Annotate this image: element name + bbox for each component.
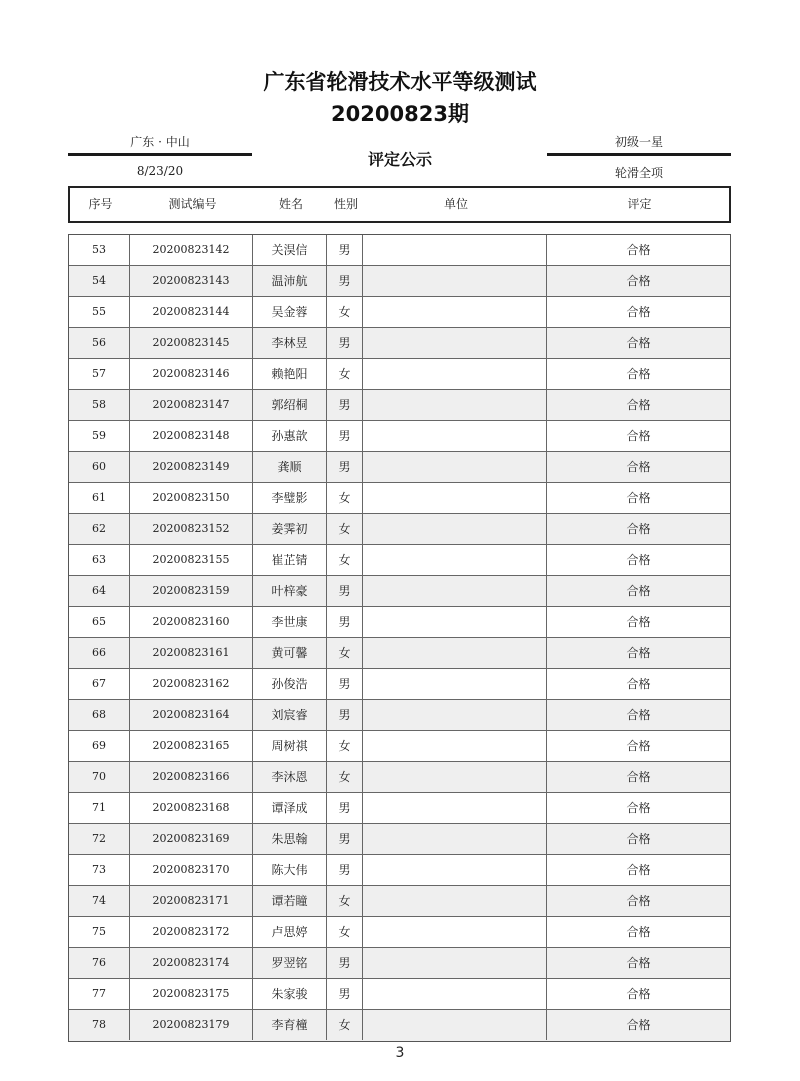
- row-name: 罗翌铭: [253, 948, 327, 978]
- row-name: 赖艳阳: [253, 359, 327, 389]
- column-header-seq: 序号: [88, 197, 113, 211]
- row-evaluation: 合格: [626, 956, 651, 970]
- row-unit: [363, 700, 547, 730]
- row-evaluation: 合格: [626, 646, 651, 660]
- column-header-unit: 单位: [443, 197, 468, 211]
- row-test-id: 20200823170: [130, 855, 253, 885]
- row-unit: [363, 948, 547, 978]
- row-test-id: 20200823147: [130, 390, 253, 420]
- row-name: 孙惠歆: [253, 421, 327, 451]
- table-row: [69, 886, 730, 917]
- row-name: 李林昱: [253, 328, 327, 358]
- row-seq: 78: [69, 1010, 130, 1040]
- level-label: 初级一星: [614, 135, 663, 149]
- row-name: 李世康: [253, 607, 327, 637]
- row-evaluation: 合格: [626, 305, 651, 319]
- table-row: [69, 390, 730, 421]
- row-unit: [363, 669, 547, 699]
- row-name: 李璧影: [253, 483, 327, 513]
- row-seq: 73: [69, 855, 130, 885]
- row-test-id: 20200823172: [130, 917, 253, 947]
- row-name: 李沐恩: [253, 762, 327, 792]
- row-seq: 58: [69, 390, 130, 420]
- row-evaluation: 合格: [626, 243, 651, 257]
- row-seq: 62: [69, 514, 130, 544]
- row-unit: [363, 266, 547, 296]
- row-seq: 70: [69, 762, 130, 792]
- row-sex: 男: [327, 390, 363, 420]
- row-evaluation: 合格: [626, 367, 651, 381]
- row-test-id: 20200823142: [130, 235, 253, 265]
- row-seq: 64: [69, 576, 130, 606]
- row-seq: 77: [69, 979, 130, 1009]
- row-evaluation: 合格: [626, 429, 651, 443]
- row-seq: 61: [69, 483, 130, 513]
- row-sex: 男: [327, 979, 363, 1009]
- category-label: 轮滑全项: [614, 166, 663, 180]
- row-sex: 女: [327, 762, 363, 792]
- row-name: 龚顺: [253, 452, 327, 482]
- row-sex: 女: [327, 638, 363, 668]
- row-seq: 57: [69, 359, 130, 389]
- row-name: 卢思婷: [253, 917, 327, 947]
- row-test-id: 20200823169: [130, 824, 253, 854]
- row-test-id: 20200823160: [130, 607, 253, 637]
- row-test-id: 20200823174: [130, 948, 253, 978]
- document-subtitle: 20200823期: [331, 102, 469, 126]
- column-header-row: [68, 186, 731, 223]
- location-label: 广东 · 中山: [130, 135, 190, 149]
- row-seq: 65: [69, 607, 130, 637]
- column-header-name: 姓名: [278, 197, 303, 211]
- row-test-id: 20200823150: [130, 483, 253, 513]
- row-evaluation: 合格: [626, 553, 651, 567]
- row-evaluation: 合格: [626, 739, 651, 753]
- table-row: [69, 514, 730, 545]
- row-sex: 男: [327, 607, 363, 637]
- row-seq: 60: [69, 452, 130, 482]
- row-seq: 69: [69, 731, 130, 761]
- row-sex: 男: [327, 948, 363, 978]
- table-row: [69, 917, 730, 948]
- row-unit: [363, 979, 547, 1009]
- row-unit: [363, 762, 547, 792]
- row-sex: 女: [327, 1010, 363, 1040]
- row-unit: [363, 514, 547, 544]
- row-evaluation: 合格: [626, 863, 651, 877]
- row-unit: [363, 421, 547, 451]
- date-label: 8/23/20: [136, 164, 184, 178]
- row-unit: [363, 824, 547, 854]
- row-sex: 男: [327, 266, 363, 296]
- row-test-id: 20200823171: [130, 886, 253, 916]
- row-name: 陈大伟: [253, 855, 327, 885]
- row-test-id: 20200823161: [130, 638, 253, 668]
- row-unit: [363, 452, 547, 482]
- row-evaluation: 合格: [626, 925, 651, 939]
- row-evaluation: 合格: [626, 274, 651, 288]
- row-seq: 68: [69, 700, 130, 730]
- row-sex: 男: [327, 452, 363, 482]
- table-row: [69, 297, 730, 328]
- row-unit: [363, 390, 547, 420]
- row-unit: [363, 483, 547, 513]
- row-seq: 71: [69, 793, 130, 823]
- row-sex: 女: [327, 886, 363, 916]
- row-sex: 女: [327, 545, 363, 575]
- row-test-id: 20200823143: [130, 266, 253, 296]
- row-evaluation: 合格: [626, 522, 651, 536]
- column-header-id: 测试编号: [168, 197, 217, 211]
- row-name: 朱思翰: [253, 824, 327, 854]
- row-name: 崔芷锖: [253, 545, 327, 575]
- row-test-id: 20200823145: [130, 328, 253, 358]
- table-row: [69, 855, 730, 886]
- row-evaluation: 合格: [626, 832, 651, 846]
- row-unit: [363, 886, 547, 916]
- row-test-id: 20200823155: [130, 545, 253, 575]
- table-row: [69, 700, 730, 731]
- row-evaluation: 合格: [626, 894, 651, 908]
- row-evaluation: 合格: [626, 336, 651, 350]
- document-title: 广东省轮滑技术水平等级测试: [263, 70, 537, 94]
- row-name: 刘宸睿: [253, 700, 327, 730]
- row-test-id: 20200823179: [130, 1010, 253, 1040]
- row-seq: 63: [69, 545, 130, 575]
- row-sex: 男: [327, 669, 363, 699]
- row-unit: [363, 545, 547, 575]
- row-unit: [363, 328, 547, 358]
- row-test-id: 20200823162: [130, 669, 253, 699]
- row-evaluation: 合格: [626, 987, 651, 1001]
- row-evaluation: 合格: [626, 770, 651, 784]
- row-evaluation: 合格: [626, 708, 651, 722]
- table-row: [69, 979, 730, 1010]
- row-test-id: 20200823149: [130, 452, 253, 482]
- row-sex: 男: [327, 855, 363, 885]
- table-row: [69, 731, 730, 762]
- row-seq: 74: [69, 886, 130, 916]
- row-sex: 男: [327, 576, 363, 606]
- row-name: 吴金蓉: [253, 297, 327, 327]
- row-sex: 男: [327, 793, 363, 823]
- table-row: [69, 607, 730, 638]
- row-evaluation: 合格: [626, 615, 651, 629]
- row-test-id: 20200823164: [130, 700, 253, 730]
- row-name: 谭泽成: [253, 793, 327, 823]
- row-sex: 女: [327, 483, 363, 513]
- row-evaluation: 合格: [626, 677, 651, 691]
- row-sex: 女: [327, 359, 363, 389]
- table-row: [69, 359, 730, 390]
- row-seq: 67: [69, 669, 130, 699]
- row-sex: 女: [327, 731, 363, 761]
- table-row: [69, 266, 730, 297]
- row-unit: [363, 917, 547, 947]
- row-name: 郭绍桐: [253, 390, 327, 420]
- row-seq: 54: [69, 266, 130, 296]
- row-evaluation: 合格: [626, 491, 651, 505]
- row-test-id: 20200823175: [130, 979, 253, 1009]
- row-name: 温沛航: [253, 266, 327, 296]
- row-sex: 男: [327, 421, 363, 451]
- table-row: [69, 545, 730, 576]
- table-row: [69, 421, 730, 452]
- row-seq: 55: [69, 297, 130, 327]
- row-evaluation: 合格: [626, 801, 651, 815]
- row-unit: [363, 855, 547, 885]
- announcement-title: 评定公示: [367, 150, 432, 169]
- table-row: [69, 638, 730, 669]
- column-header-eval: 评定: [627, 197, 652, 211]
- row-sex: 男: [327, 700, 363, 730]
- row-test-id: 20200823168: [130, 793, 253, 823]
- row-seq: 53: [69, 235, 130, 265]
- row-seq: 59: [69, 421, 130, 451]
- table-row: [69, 483, 730, 514]
- table-row: [69, 824, 730, 855]
- row-name: 姜霁初: [253, 514, 327, 544]
- row-sex: 男: [327, 824, 363, 854]
- row-sex: 女: [327, 917, 363, 947]
- row-evaluation: 合格: [626, 1018, 651, 1032]
- column-header-sex: 性别: [333, 197, 358, 211]
- row-seq: 75: [69, 917, 130, 947]
- row-seq: 66: [69, 638, 130, 668]
- right-rule: [547, 153, 731, 156]
- table-row: [69, 1010, 730, 1041]
- row-unit: [363, 576, 547, 606]
- table-row: [69, 328, 730, 359]
- row-name: 周树祺: [253, 731, 327, 761]
- row-test-id: 20200823159: [130, 576, 253, 606]
- table-row: [69, 669, 730, 700]
- row-unit: [363, 1010, 547, 1040]
- row-test-id: 20200823166: [130, 762, 253, 792]
- row-name: 叶梓豪: [253, 576, 327, 606]
- table-row: [69, 948, 730, 979]
- page-number: 3: [395, 1045, 405, 1061]
- row-name: 关淏信: [253, 235, 327, 265]
- row-seq: 72: [69, 824, 130, 854]
- row-sex: 男: [327, 235, 363, 265]
- row-name: 朱家骏: [253, 979, 327, 1009]
- row-test-id: 20200823165: [130, 731, 253, 761]
- row-unit: [363, 638, 547, 668]
- row-seq: 56: [69, 328, 130, 358]
- row-sex: 女: [327, 297, 363, 327]
- row-test-id: 20200823152: [130, 514, 253, 544]
- row-name: 孙俊浩: [253, 669, 327, 699]
- row-seq: 76: [69, 948, 130, 978]
- table-row: [69, 452, 730, 483]
- results-table: [68, 234, 731, 1042]
- row-unit: [363, 235, 547, 265]
- row-unit: [363, 793, 547, 823]
- row-unit: [363, 297, 547, 327]
- row-test-id: 20200823146: [130, 359, 253, 389]
- row-evaluation: 合格: [626, 584, 651, 598]
- row-unit: [363, 607, 547, 637]
- row-sex: 女: [327, 514, 363, 544]
- table-row: [69, 793, 730, 824]
- table-row: [69, 576, 730, 607]
- row-name: 黄可馨: [253, 638, 327, 668]
- table-row: [69, 762, 730, 793]
- row-test-id: 20200823144: [130, 297, 253, 327]
- row-name: 谭若瞳: [253, 886, 327, 916]
- row-evaluation: 合格: [626, 460, 651, 474]
- row-unit: [363, 359, 547, 389]
- row-test-id: 20200823148: [130, 421, 253, 451]
- row-name: 李育橦: [253, 1010, 327, 1040]
- table-row: [69, 235, 730, 266]
- row-evaluation: 合格: [626, 398, 651, 412]
- row-unit: [363, 731, 547, 761]
- row-sex: 男: [327, 328, 363, 358]
